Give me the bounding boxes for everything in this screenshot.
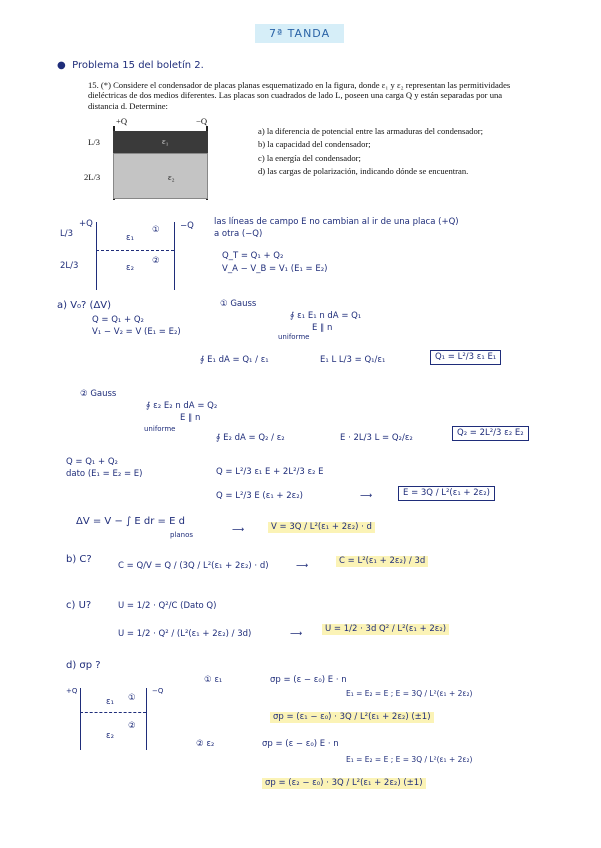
sketch-minus-q: −Q (180, 221, 194, 231)
d-sketch-right-plate (146, 688, 147, 750)
page-title: 7ª TANDA (255, 24, 344, 43)
sketch-top-ratio: L/3 (60, 229, 74, 239)
d-sketch-minus-q: −Q (152, 687, 164, 695)
sketch-plus-q: +Q (79, 219, 93, 229)
fig-minus-q: −Q (196, 116, 208, 126)
gauss-2-uniforme: uniforme (144, 425, 176, 433)
part-c-eq-1: U = 1/2 · Q²/C (Dato Q) (118, 601, 217, 611)
sketch-note-1: las líneas de campo E no cambian al ir de una placa (+Q) (214, 217, 459, 227)
arrow-icon: ⟶ (296, 561, 309, 571)
problem-number: 15. (88, 80, 99, 90)
arrow-icon: ⟶ (290, 629, 303, 639)
eps2-result: σp = (ε₂ − ε₀) · 3Q / L²(ε₁ + 2ε₂) (±1) (262, 778, 426, 789)
part-a-label: a) V₀? (ΔV) (57, 300, 112, 311)
d-sketch-eps2: ε₂ (106, 731, 115, 741)
fig-eps1: ε₁ (162, 136, 169, 146)
eps2-eq: σp = (ε − ε₀) E · n (262, 739, 339, 749)
fig-eps2: ε₂ (168, 172, 175, 182)
part-d-label: d) σp ? (66, 660, 101, 671)
question-c: c) la energía del condensador; (258, 152, 361, 163)
d-sketch-left-plate (80, 688, 81, 750)
v-result: V = 3Q / L²(ε₁ + 2ε₂) · d (268, 522, 375, 533)
sketch-eq-2: V_A − V_B = V₁ (E₁ = E₂) (222, 264, 328, 274)
gauss-1-eq3: E₁ L L/3 = Q₁/ε₁ (320, 355, 386, 365)
sum-3: Q = L²/3 ε₁ E + 2L²/3 ε₂ E (216, 467, 324, 477)
gauss-1-eq: ∮ ε₁ E₁ n dA = Q₁ (290, 311, 362, 321)
gauss-1-label: ① Gauss (220, 299, 257, 309)
sketch-region-2-marker: ② (152, 256, 160, 266)
gauss-2-eq2: ∮ E₂ dA = Q₂ / ε₂ (216, 433, 285, 443)
question-d: d) las cargas de polarización, indicando dónde se encuentran. (258, 166, 469, 177)
problem-reference (57, 60, 204, 71)
gauss-1-eq2: ∮ E₁ dA = Q₁ / ε₁ (200, 355, 269, 365)
d-sketch-plus-q: +Q (66, 687, 78, 695)
d-sketch-marker-2: ② (128, 721, 136, 731)
dielectric-1-region (113, 131, 208, 153)
fig-plus-q: +Q (116, 116, 128, 126)
d-sketch-divider (80, 712, 146, 713)
dv-planos: planos (170, 531, 194, 539)
sketch-eq-1: Q_T = Q₁ + Q₂ (222, 251, 284, 261)
gauss-2-sub: E ∥ n (180, 413, 201, 423)
sketch-left-plate (96, 222, 97, 290)
d-sketch-eps1: ε₁ (106, 697, 115, 707)
fig-bottom-ratio: 2L/3 (84, 172, 101, 182)
part-c-eq-2: U = 1/2 · Q² / (L²(ε₁ + 2ε₂) / 3d) (118, 629, 252, 639)
gauss-1-uniforme: uniforme (278, 333, 310, 341)
part-c-label: c) U? (66, 600, 92, 611)
gauss-2-eq3: E · 2L/3 L = Q₂/ε₂ (340, 433, 413, 443)
part-c-result: U = 1/2 · 3d Q² / L²(ε₁ + 2ε₂) (322, 624, 449, 635)
eps1-result: σp = (ε₁ − ε₀) · 3Q / L²(ε₁ + 2ε₂) (±1) (270, 712, 434, 723)
eps2-cond: E₁ = E₂ = E ; E = 3Q / L²(ε₁ + 2ε₂) (346, 755, 473, 764)
part-b-eq: C = Q/V = Q / (3Q / L²(ε₁ + 2ε₂) · d) (118, 561, 269, 571)
part-b-label: b) C? (66, 554, 92, 565)
sum-2: dato (E₁ = E₂ = E) (66, 469, 143, 479)
sketch-right-plate (174, 222, 175, 290)
gauss-2-eq: ∮ ε₂ E₂ n dA = Q₂ (146, 401, 218, 411)
sketch-region-1-marker: ① (152, 225, 160, 235)
dielectric-2-region (113, 153, 208, 199)
gauss-2-label: ② Gauss (80, 389, 117, 399)
sketch-note-2: a otra (−Q) (214, 229, 263, 239)
problem-reference-text: Problema 15 del boletín 2. (72, 60, 204, 71)
e-result: E = 3Q / L²(ε₁ + 2ε₂) (398, 486, 495, 501)
sketch-eps2: ε₂ (126, 263, 135, 273)
sketch-bottom-ratio: 2L/3 (60, 261, 79, 271)
question-b: b) la capacidad del condensador; (258, 139, 371, 150)
eps2-label: ② ε₂ (196, 739, 215, 749)
fig-top-ratio: L/3 (88, 137, 100, 147)
bullet-icon: ● (57, 60, 66, 71)
questions-list (258, 126, 530, 177)
eps1-label: ① ε₁ (204, 675, 223, 685)
question-a: a) la diferencia de potencial entre las armaduras del condensador; (258, 126, 483, 136)
d-sketch-marker-1: ① (128, 693, 136, 703)
sketch-divider (96, 250, 174, 251)
eps1-cond: E₁ = E₂ = E ; E = 3Q / L²(ε₁ + 2ε₂) (346, 689, 473, 698)
gauss-1-sub: E ∥ n (312, 323, 333, 333)
part-b-result: C = L²(ε₁ + 2ε₂) / 3d (336, 556, 428, 567)
problem-text: (*) Considere el condensador de placas planas esquematizado en la figura, donde ε₁ y ε₂ representan las permitividades dieléctricas de dos medios diferentes. Las placas son cuadrados de lado L, poseen una carga Q y están separadas por una distancia d. Determine: (88, 80, 511, 111)
eps1-eq: σp = (ε − ε₀) E · n (270, 675, 347, 685)
part-a-given-2: V₁ − V₂ = V (E₁ = E₂) (92, 327, 181, 337)
dv-eq: ΔV = V − ∫ E dr = E d (76, 516, 185, 527)
gauss-1-result: Q₁ = L²/3 ε₁ E₁ (430, 350, 501, 365)
gauss-2-result: Q₂ = 2L²/3 ε₂ E₂ (452, 426, 529, 441)
sum-4: Q = L²/3 E (ε₁ + 2ε₂) (216, 491, 303, 501)
sketch-eps1: ε₁ (126, 233, 135, 243)
sum-1: Q = Q₁ + Q₂ (66, 457, 118, 467)
arrow-icon: ⟶ (360, 491, 373, 501)
part-a-given-1: Q = Q₁ + Q₂ (92, 315, 144, 325)
arrow-icon: ⟶ (232, 525, 245, 535)
problem-statement (88, 80, 528, 111)
